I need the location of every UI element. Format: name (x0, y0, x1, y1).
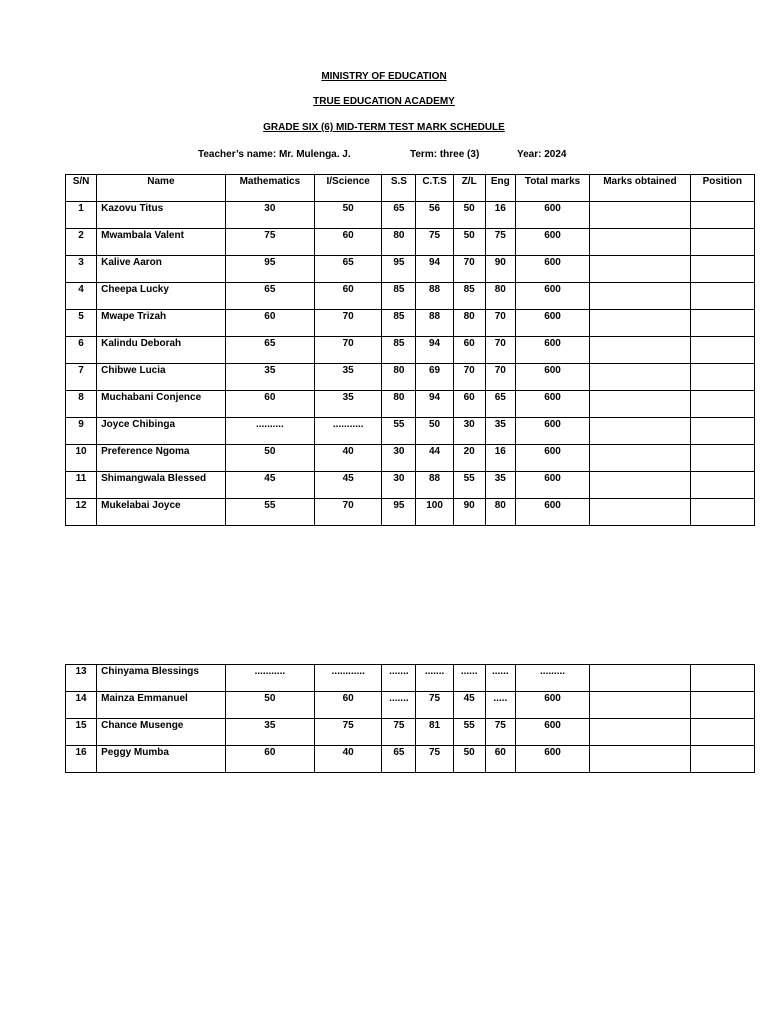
cell-name: Chinyama Blessings (97, 665, 226, 692)
column-header-eng: Eng (485, 175, 515, 202)
cell-cts: 56 (416, 202, 453, 229)
cell-ss: ....... (382, 692, 416, 719)
cell-position (690, 310, 754, 337)
cell-name: Preference Ngoma (97, 445, 226, 472)
cell-eng: 75 (485, 719, 515, 746)
cell-ss: 30 (382, 472, 416, 499)
cell-name: Kalindu Deborah (97, 337, 226, 364)
cell-name: Chance Musenge (97, 719, 226, 746)
cell-total-marks: 600 (515, 719, 589, 746)
cell-i-science: 35 (315, 364, 382, 391)
cell-marks-obtained (590, 202, 690, 229)
cell-i-science: 40 (315, 746, 382, 773)
cell-ss: 65 (382, 746, 416, 773)
cell-mathematics: 35 (225, 719, 314, 746)
cell-marks-obtained (590, 364, 690, 391)
cell-eng: 80 (485, 283, 515, 310)
cell-cts: 69 (416, 364, 453, 391)
cell-eng: 35 (485, 472, 515, 499)
cell-i-science: 60 (315, 283, 382, 310)
cell-name: Joyce Chibinga (97, 418, 226, 445)
cell-marks-obtained (590, 692, 690, 719)
cell-eng: 75 (485, 229, 515, 256)
cell-marks-obtained (590, 499, 690, 526)
cell-position (690, 229, 754, 256)
cell-ss: 80 (382, 229, 416, 256)
table-row (66, 719, 755, 746)
cell-total-marks: 600 (515, 283, 589, 310)
teacher-name: Teacher’s name: Mr. Mulenga. J. (198, 149, 351, 160)
cell-ss: 95 (382, 256, 416, 283)
cell-mathematics: 60 (225, 391, 314, 418)
cell-name: Chibwe Lucia (97, 364, 226, 391)
schedule-title: GRADE SIX (6) MID-TERM TEST MARK SCHEDULE (263, 122, 505, 133)
column-header-cts: C.T.S (416, 175, 453, 202)
cell-position (690, 692, 754, 719)
cell-cts: 75 (416, 746, 453, 773)
cell-mathematics: 50 (225, 445, 314, 472)
cell-mathematics: .......... (225, 418, 314, 445)
cell-total-marks: 600 (515, 202, 589, 229)
cell-mathematics: 65 (225, 283, 314, 310)
cell-total-marks: 600 (515, 692, 589, 719)
cell-cts: ....... (416, 665, 453, 692)
cell-eng: 90 (485, 256, 515, 283)
cell-position (690, 418, 754, 445)
cell-position (690, 283, 754, 310)
table-row (66, 499, 755, 526)
cell-mathematics: 35 (225, 364, 314, 391)
cell-eng: 16 (485, 445, 515, 472)
cell-ss: 30 (382, 445, 416, 472)
cell-total-marks: 600 (515, 310, 589, 337)
cell-eng: 16 (485, 202, 515, 229)
table-row (66, 337, 755, 364)
cell-cts: 88 (416, 310, 453, 337)
cell-name: Mwambala Valent (97, 229, 226, 256)
cell-sn: 11 (66, 472, 97, 499)
cell-cts: 88 (416, 472, 453, 499)
cell-i-science: 70 (315, 310, 382, 337)
cell-sn: 1 (66, 202, 97, 229)
table-row (66, 364, 755, 391)
cell-zl: 50 (453, 746, 485, 773)
cell-name: Mukelabai Joyce (97, 499, 226, 526)
table-row (66, 418, 755, 445)
cell-total-marks: 600 (515, 229, 589, 256)
cell-marks-obtained (590, 719, 690, 746)
cell-ss: 80 (382, 391, 416, 418)
cell-name: Mwape Trizah (97, 310, 226, 337)
column-header-marks-obtained: Marks obtained (590, 175, 690, 202)
cell-zl: 60 (453, 337, 485, 364)
cell-cts: 100 (416, 499, 453, 526)
cell-ss: 85 (382, 337, 416, 364)
cell-zl: 55 (453, 719, 485, 746)
cell-zl: 90 (453, 499, 485, 526)
cell-eng: 80 (485, 499, 515, 526)
cell-cts: 94 (416, 391, 453, 418)
cell-total-marks: 600 (515, 445, 589, 472)
cell-cts: 94 (416, 256, 453, 283)
cell-total-marks: 600 (515, 418, 589, 445)
table-row (66, 445, 755, 472)
cell-total-marks: 600 (515, 472, 589, 499)
cell-ss: 85 (382, 283, 416, 310)
cell-i-science: 45 (315, 472, 382, 499)
cell-sn: 2 (66, 229, 97, 256)
cell-marks-obtained (590, 283, 690, 310)
cell-name: Peggy Mumba (97, 746, 226, 773)
cell-i-science: 35 (315, 391, 382, 418)
school-heading: TRUE EDUCATION ACADEMY (313, 96, 455, 107)
cell-i-science: ........... (315, 418, 382, 445)
table-row (66, 472, 755, 499)
cell-zl: 50 (453, 202, 485, 229)
cell-zl: 50 (453, 229, 485, 256)
table-row (66, 391, 755, 418)
cell-marks-obtained (590, 310, 690, 337)
cell-zl: 60 (453, 391, 485, 418)
cell-marks-obtained (590, 746, 690, 773)
cell-position (690, 202, 754, 229)
cell-name: Muchabani Conjence (97, 391, 226, 418)
cell-sn: 16 (66, 746, 97, 773)
cell-position (690, 746, 754, 773)
header-row (66, 175, 755, 202)
cell-total-marks: 600 (515, 499, 589, 526)
cell-mathematics: 60 (225, 746, 314, 773)
cell-marks-obtained (590, 445, 690, 472)
cell-sn: 14 (66, 692, 97, 719)
column-header-zl: Z/L (453, 175, 485, 202)
cell-i-science: 50 (315, 202, 382, 229)
cell-mathematics: 75 (225, 229, 314, 256)
cell-i-science: 75 (315, 719, 382, 746)
cell-cts: 88 (416, 283, 453, 310)
cell-total-marks: 600 (515, 364, 589, 391)
cell-i-science: 60 (315, 229, 382, 256)
cell-total-marks: ......... (515, 665, 589, 692)
cell-ss: 85 (382, 310, 416, 337)
cell-total-marks: 600 (515, 391, 589, 418)
cell-total-marks: 600 (515, 337, 589, 364)
cell-mathematics: 30 (225, 202, 314, 229)
term-label: Term: three (3) (410, 149, 480, 160)
cell-zl: 45 (453, 692, 485, 719)
table-row (66, 256, 755, 283)
cell-i-science: 60 (315, 692, 382, 719)
cell-position (690, 391, 754, 418)
column-header-position: Position (690, 175, 754, 202)
column-header-name: Name (97, 175, 226, 202)
cell-zl: 80 (453, 310, 485, 337)
cell-sn: 10 (66, 445, 97, 472)
cell-marks-obtained (590, 472, 690, 499)
cell-zl: 30 (453, 418, 485, 445)
cell-i-science: 70 (315, 499, 382, 526)
cell-position (690, 719, 754, 746)
cell-sn: 12 (66, 499, 97, 526)
cell-sn: 6 (66, 337, 97, 364)
cell-position (690, 445, 754, 472)
cell-position (690, 364, 754, 391)
cell-ss: 80 (382, 364, 416, 391)
year-label: Year: 2024 (517, 149, 567, 160)
cell-marks-obtained (590, 256, 690, 283)
cell-marks-obtained (590, 391, 690, 418)
cell-zl: 20 (453, 445, 485, 472)
cell-ss: 75 (382, 719, 416, 746)
info-line (0, 149, 768, 163)
cell-zl: 85 (453, 283, 485, 310)
cell-name: Kazovu Titus (97, 202, 226, 229)
cell-eng: 70 (485, 310, 515, 337)
cell-sn: 7 (66, 364, 97, 391)
cell-marks-obtained (590, 229, 690, 256)
cell-cts: 50 (416, 418, 453, 445)
cell-zl: 55 (453, 472, 485, 499)
cell-marks-obtained (590, 665, 690, 692)
cell-total-marks: 600 (515, 256, 589, 283)
table-row (66, 746, 755, 773)
cell-marks-obtained (590, 337, 690, 364)
cell-sn: 8 (66, 391, 97, 418)
cell-sn: 15 (66, 719, 97, 746)
table-row (66, 229, 755, 256)
cell-eng: ...... (485, 665, 515, 692)
cell-name: Mainza Emmanuel (97, 692, 226, 719)
cell-cts: 44 (416, 445, 453, 472)
marks-table-2 (65, 664, 755, 773)
cell-total-marks: 600 (515, 746, 589, 773)
cell-mathematics: 65 (225, 337, 314, 364)
cell-zl: 70 (453, 256, 485, 283)
cell-eng: 65 (485, 391, 515, 418)
cell-eng: 70 (485, 364, 515, 391)
cell-mathematics: ........... (225, 665, 314, 692)
marks-table-1 (65, 174, 755, 526)
cell-sn: 9 (66, 418, 97, 445)
cell-name: Kalive Aaron (97, 256, 226, 283)
ministry-heading: MINISTRY OF EDUCATION (321, 71, 447, 82)
column-header-ss: S.S (382, 175, 416, 202)
cell-ss: ....... (382, 665, 416, 692)
cell-cts: 81 (416, 719, 453, 746)
column-header-sn: S/N (66, 175, 97, 202)
column-header-mathematics: Mathematics (225, 175, 314, 202)
cell-mathematics: 55 (225, 499, 314, 526)
table-row (66, 202, 755, 229)
cell-i-science: 65 (315, 256, 382, 283)
cell-i-science: 70 (315, 337, 382, 364)
column-header-i-science: I/Science (315, 175, 382, 202)
cell-name: Shimangwala Blessed (97, 472, 226, 499)
cell-mathematics: 95 (225, 256, 314, 283)
cell-mathematics: 60 (225, 310, 314, 337)
cell-cts: 75 (416, 229, 453, 256)
cell-zl: ...... (453, 665, 485, 692)
cell-marks-obtained (590, 418, 690, 445)
table-row (66, 692, 755, 719)
table-row (66, 310, 755, 337)
cell-eng: 70 (485, 337, 515, 364)
cell-mathematics: 50 (225, 692, 314, 719)
table-row (66, 283, 755, 310)
cell-eng: ..... (485, 692, 515, 719)
cell-cts: 94 (416, 337, 453, 364)
cell-sn: 3 (66, 256, 97, 283)
table-row (66, 665, 755, 692)
cell-eng: 60 (485, 746, 515, 773)
cell-cts: 75 (416, 692, 453, 719)
cell-position (690, 665, 754, 692)
column-header-total-marks: Total marks (515, 175, 589, 202)
cell-sn: 13 (66, 665, 97, 692)
cell-position (690, 256, 754, 283)
cell-mathematics: 45 (225, 472, 314, 499)
cell-eng: 35 (485, 418, 515, 445)
cell-ss: 65 (382, 202, 416, 229)
cell-i-science: ............ (315, 665, 382, 692)
cell-i-science: 40 (315, 445, 382, 472)
cell-sn: 5 (66, 310, 97, 337)
cell-ss: 95 (382, 499, 416, 526)
cell-position (690, 472, 754, 499)
cell-ss: 55 (382, 418, 416, 445)
cell-name: Cheepa Lucky (97, 283, 226, 310)
cell-zl: 70 (453, 364, 485, 391)
cell-position (690, 337, 754, 364)
cell-sn: 4 (66, 283, 97, 310)
cell-position (690, 499, 754, 526)
